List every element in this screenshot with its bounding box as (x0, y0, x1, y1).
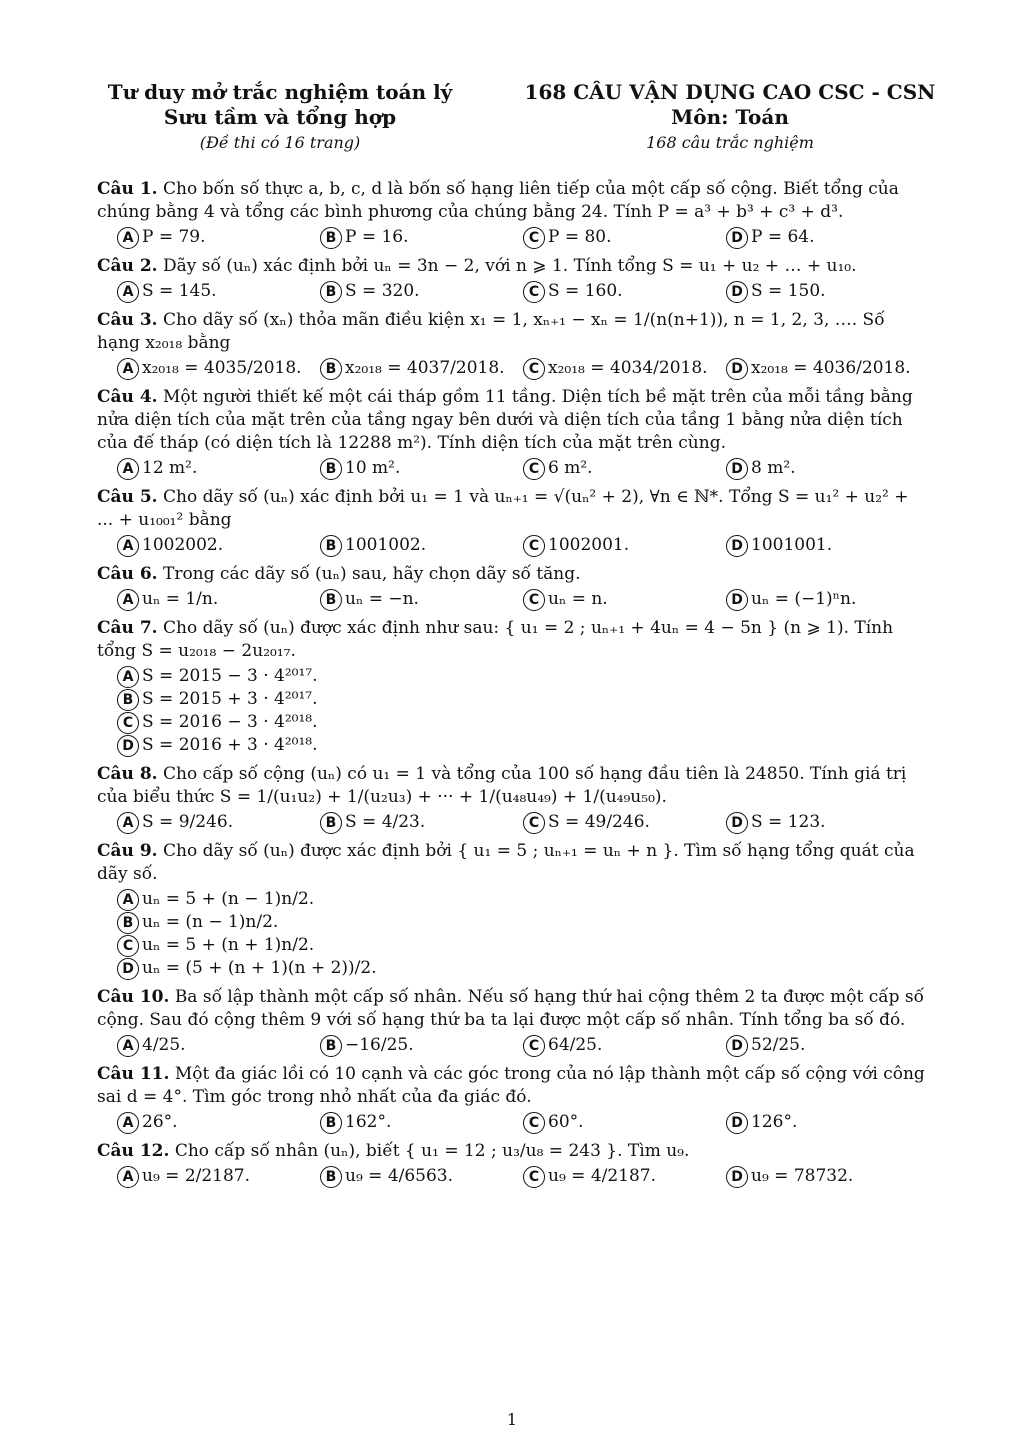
option-value: uₙ = (−1)ⁿn. (751, 589, 857, 609)
header-left-subtitle: Sưu tầm và tổng hợp (163, 105, 397, 129)
answer-option-d[interactable] (117, 734, 527, 757)
option-value: uₙ = n. (548, 589, 608, 609)
answer-options (97, 1111, 929, 1134)
option-value: 64/25. (548, 1035, 603, 1055)
header-right-subject: Môn: Toán (671, 105, 789, 129)
option-value: 26°. (142, 1112, 178, 1132)
option-value: u₉ = 4/2187. (548, 1166, 657, 1186)
option-letter: B (320, 1112, 342, 1134)
option-letter: B (320, 458, 342, 480)
answer-options (97, 811, 929, 834)
question-body: Một người thiết kế một cái tháp gồm 11 tầng. Diện tích bề mặt trên của mỗi tầng bằng nửa diện tích của mặt trên của tầng ngay bên dưới và diện tích của tầng 1 bằng nửa diện tích của đế tháp (có diện tích là 12288 m²). Tính diện tích của mặt trên cùng. (97, 387, 913, 453)
option-letter: B (320, 1035, 342, 1057)
answer-option-c[interactable] (523, 457, 726, 480)
question-text (97, 178, 929, 224)
option-letter: B (320, 535, 342, 557)
question-text (97, 1063, 929, 1109)
question-body: Cho cấp số nhân (uₙ), biết { u₁ = 12 ; u₃/u₈ = 243 }. Tìm u₉. (174, 1141, 690, 1161)
option-value: 6 m². (548, 458, 593, 478)
option-letter: D (117, 735, 139, 757)
question-body: Cho bốn số thực a, b, c, d là bốn số hạng liên tiếp của một cấp số cộng. Biết tổng của chúng bằng 4 và tổng các bình phương của chúng bằng 24. Tính P = a³ + b³ + c³ + d³. (97, 179, 899, 222)
option-letter: B (320, 358, 342, 380)
option-value: uₙ = −n. (345, 589, 419, 609)
option-letter: A (117, 227, 139, 249)
answer-option-b[interactable] (320, 357, 523, 380)
answer-option-b[interactable] (117, 688, 527, 711)
answer-option-b[interactable] (320, 280, 523, 303)
answer-option-a[interactable] (117, 457, 320, 480)
option-value: 1002002. (142, 535, 224, 555)
option-value: uₙ = 5 + (n + 1)n/2. (142, 935, 315, 955)
answer-option-d[interactable] (726, 1111, 929, 1134)
answer-option-a[interactable] (117, 888, 527, 911)
answer-option-d[interactable] (726, 534, 929, 557)
option-value: 60°. (548, 1112, 584, 1132)
question-body: Ba số lập thành một cấp số nhân. Nếu số hạng thứ hai cộng thêm 2 ta được một cấp số cộng. Sau đó cộng thêm 9 với số hạng thứ ba ta lại được một cấp số nhân. Tính tổng ba số đó. (97, 987, 925, 1030)
answer-option-d[interactable] (726, 811, 929, 834)
answer-option-a[interactable] (117, 811, 320, 834)
option-letter: C (117, 712, 139, 734)
option-value: S = 49/246. (548, 812, 650, 832)
question-10 (97, 986, 929, 1057)
question-label: Câu 6. (97, 564, 158, 584)
option-value: 4/25. (142, 1035, 186, 1055)
answer-option-d[interactable] (726, 1034, 929, 1057)
option-value: 52/25. (751, 1035, 806, 1055)
header-right-title: 168 CÂU VẬN DỤNG CAO CSC - CSN (524, 80, 936, 104)
option-value: x₂₀₁₈ = 4034/2018. (548, 358, 708, 378)
header-left-title: Tư duy mở trắc nghiệm toán lý (107, 80, 453, 104)
option-letter: B (320, 812, 342, 834)
question-body: Trong các dãy số (uₙ) sau, hãy chọn dãy số tăng. (162, 564, 581, 584)
option-value: uₙ = 1/n. (142, 589, 219, 609)
question-11 (97, 1063, 929, 1134)
option-letter: A (117, 812, 139, 834)
option-value: 10 m². (345, 458, 401, 478)
question-text (97, 617, 929, 663)
question-12 (97, 1140, 929, 1188)
option-letter: D (726, 535, 748, 557)
header-left-note: (Đề thi có 16 trang) (199, 133, 361, 152)
answer-options (97, 534, 929, 557)
option-letter: D (117, 958, 139, 980)
option-letter: D (726, 812, 748, 834)
option-value: u₉ = 2/2187. (142, 1166, 251, 1186)
answer-option-b[interactable] (320, 534, 523, 557)
answer-option-c[interactable] (523, 226, 726, 249)
question-label: Câu 8. (97, 764, 158, 784)
option-letter: A (117, 535, 139, 557)
answer-option-a[interactable] (117, 1034, 320, 1057)
answer-option-a[interactable] (117, 1165, 320, 1188)
question-9 (97, 840, 929, 980)
option-letter: C (523, 812, 545, 834)
question-text (97, 309, 929, 355)
question-body: Cho cấp số cộng (uₙ) có u₁ = 1 và tổng của 100 số hạng đầu tiên là 24850. Tính giá trị của biểu thức S = 1/(u₁u₂) + 1/(u₂u₃) + ··· + 1/(u₄₈u₄₉) + 1/(u₄₉u₅₀). (97, 764, 907, 807)
option-value: 8 m². (751, 458, 796, 478)
question-text (97, 1140, 929, 1163)
option-letter: C (523, 535, 545, 557)
answer-option-c[interactable] (523, 1165, 726, 1188)
question-5 (97, 486, 929, 557)
option-letter: A (117, 358, 139, 380)
option-value: P = 80. (548, 227, 612, 247)
option-letter: B (117, 912, 139, 934)
option-value: uₙ = (n − 1)n/2. (142, 912, 279, 932)
question-text (97, 386, 929, 455)
option-value: S = 2015 − 3 · 4²⁰¹⁷. (142, 666, 318, 686)
option-letter: D (726, 358, 748, 380)
answer-options (97, 888, 929, 980)
option-value: S = 123. (751, 812, 826, 832)
answer-option-c[interactable] (117, 934, 527, 957)
answer-option-c[interactable] (523, 357, 726, 380)
option-letter: D (726, 1166, 748, 1188)
question-label: Câu 7. (97, 618, 158, 638)
option-value: P = 64. (751, 227, 815, 247)
question-8 (97, 763, 929, 834)
answer-option-c[interactable] (523, 280, 726, 303)
answer-option-c[interactable] (523, 811, 726, 834)
option-letter: A (117, 281, 139, 303)
question-label: Câu 2. (97, 256, 158, 276)
answer-option-b[interactable] (320, 1034, 523, 1057)
answer-options (97, 1034, 929, 1057)
option-letter: D (726, 1112, 748, 1134)
question-label: Câu 4. (97, 387, 158, 407)
option-value: 1001001. (751, 535, 833, 555)
option-letter: A (117, 589, 139, 611)
answer-option-d[interactable] (726, 280, 929, 303)
option-letter: D (726, 1035, 748, 1057)
question-body: Cho dãy số (xₙ) thỏa mãn điều kiện x₁ = 1, xₙ₊₁ − xₙ = 1/(n(n+1)), n = 1, 2, 3, …. Số hạng x₂₀₁₈ bằng (97, 310, 885, 353)
option-value: u₉ = 4/6563. (345, 1166, 454, 1186)
option-letter: C (523, 589, 545, 611)
question-7 (97, 617, 929, 757)
question-body: Một đa giác lồi có 10 cạnh và các góc trong của nó lập thành một cấp số cộng với công sai d = 4°. Tìm góc trong nhỏ nhất của đa giác đó. (97, 1064, 925, 1107)
option-letter: C (523, 1112, 545, 1134)
option-letter: C (523, 1035, 545, 1057)
question-3 (97, 309, 929, 380)
answer-option-b[interactable] (320, 226, 523, 249)
page-header (60, 80, 964, 160)
option-letter: D (726, 589, 748, 611)
answer-option-c[interactable] (117, 711, 527, 734)
option-value: 126°. (751, 1112, 798, 1132)
question-body: Cho dãy số (uₙ) được xác định như sau: { u₁ = 2 ; uₙ₊₁ + 4uₙ = 4 − 5n } (n ⩾ 1). Tính tổng S = u₂₀₁₈ − 2u₂₀₁₇. (97, 618, 894, 661)
question-body: Cho dãy số (uₙ) được xác định bởi { u₁ = 5 ; uₙ₊₁ = uₙ + n }. Tìm số hạng tổng quát của dãy số. (97, 841, 915, 884)
answer-option-d[interactable] (726, 357, 929, 380)
question-label: Câu 10. (97, 987, 170, 1007)
answer-option-a[interactable] (117, 588, 320, 611)
question-text (97, 563, 929, 586)
question-body: Dãy số (uₙ) xác định bởi uₙ = 3n − 2, với n ⩾ 1. Tính tổng S = u₁ + u₂ + … + u₁₀. (162, 256, 857, 276)
option-value: uₙ = 5 + (n − 1)n/2. (142, 889, 315, 909)
question-text (97, 986, 929, 1032)
option-value: S = 150. (751, 281, 826, 301)
option-value: 162°. (345, 1112, 392, 1132)
question-4 (97, 386, 929, 480)
answer-option-a[interactable] (117, 534, 320, 557)
question-label: Câu 12. (97, 1141, 170, 1161)
option-value: S = 145. (142, 281, 217, 301)
question-text (97, 486, 929, 532)
option-letter: A (117, 889, 139, 911)
question-list (97, 178, 929, 1194)
option-value: S = 4/23. (345, 812, 426, 832)
option-value: x₂₀₁₈ = 4036/2018. (751, 358, 911, 378)
option-letter: A (117, 666, 139, 688)
question-text (97, 763, 929, 809)
question-6 (97, 563, 929, 611)
answer-option-a[interactable] (117, 226, 320, 249)
option-value: 12 m². (142, 458, 198, 478)
option-letter: A (117, 1166, 139, 1188)
option-letter: A (117, 1112, 139, 1134)
option-value: P = 16. (345, 227, 409, 247)
option-value: 1002001. (548, 535, 630, 555)
option-letter: C (523, 458, 545, 480)
answer-option-b[interactable] (320, 1165, 523, 1188)
option-letter: B (320, 1166, 342, 1188)
option-letter: C (117, 935, 139, 957)
question-1 (97, 178, 929, 249)
answer-option-d[interactable] (726, 1165, 929, 1188)
answer-option-a[interactable] (117, 280, 320, 303)
question-text (97, 255, 929, 278)
question-label: Câu 11. (97, 1064, 170, 1084)
answer-option-c[interactable] (523, 534, 726, 557)
option-value: 1001002. (345, 535, 427, 555)
option-letter: D (726, 227, 748, 249)
answer-options (97, 588, 929, 611)
option-value: uₙ = (5 + (n + 1)(n + 2))/2. (142, 958, 377, 978)
question-2 (97, 255, 929, 303)
option-value: x₂₀₁₈ = 4035/2018. (142, 358, 302, 378)
option-value: S = 9/246. (142, 812, 234, 832)
answer-options (97, 665, 929, 757)
option-letter: C (523, 358, 545, 380)
option-value: S = 320. (345, 281, 420, 301)
option-value: S = 160. (548, 281, 623, 301)
option-letter: A (117, 458, 139, 480)
answer-options (97, 357, 929, 380)
answer-option-b[interactable] (320, 457, 523, 480)
answer-option-d[interactable] (117, 957, 527, 980)
answer-option-c[interactable] (523, 588, 726, 611)
option-letter: B (320, 227, 342, 249)
option-letter: C (523, 281, 545, 303)
answer-option-d[interactable] (726, 457, 929, 480)
option-letter: B (320, 281, 342, 303)
answer-option-a[interactable] (117, 357, 320, 380)
header-left (80, 80, 480, 155)
header-right (490, 80, 970, 155)
option-value: u₉ = 78732. (751, 1166, 854, 1186)
question-text (97, 840, 929, 886)
answer-option-b[interactable] (320, 811, 523, 834)
header-right-note: 168 câu trắc nghiệm (646, 133, 814, 152)
answer-option-d[interactable] (726, 588, 929, 611)
answer-option-b[interactable] (320, 588, 523, 611)
question-label: Câu 9. (97, 841, 158, 861)
answer-options (97, 1165, 929, 1188)
answer-options (97, 457, 929, 480)
option-letter: C (523, 1166, 545, 1188)
option-letter: D (726, 458, 748, 480)
answer-option-d[interactable] (726, 226, 929, 249)
question-label: Câu 3. (97, 310, 158, 330)
option-letter: B (117, 689, 139, 711)
answer-option-c[interactable] (523, 1111, 726, 1134)
option-letter: B (320, 589, 342, 611)
option-letter: A (117, 1035, 139, 1057)
option-letter: D (726, 281, 748, 303)
answer-option-a[interactable] (117, 665, 527, 688)
answer-option-a[interactable] (117, 1111, 320, 1134)
option-value: P = 79. (142, 227, 206, 247)
option-letter: C (523, 227, 545, 249)
question-body: Cho dãy số (uₙ) xác định bởi u₁ = 1 và uₙ₊₁ = √(uₙ² + 2), ∀n ∈ ℕ*. Tổng S = u₁² + u₂² + ... + u₁₀₀₁² bằng (97, 487, 909, 530)
answer-option-b[interactable] (117, 911, 527, 934)
answer-option-b[interactable] (320, 1111, 523, 1134)
question-label: Câu 5. (97, 487, 158, 507)
option-value: −16/25. (345, 1035, 414, 1055)
option-value: S = 2015 + 3 · 4²⁰¹⁷. (142, 689, 318, 709)
answer-options (97, 226, 929, 249)
answer-options (97, 280, 929, 303)
option-value: x₂₀₁₈ = 4037/2018. (345, 358, 505, 378)
question-label: Câu 1. (97, 179, 158, 199)
option-value: S = 2016 − 3 · 4²⁰¹⁸. (142, 712, 318, 732)
answer-option-c[interactable] (523, 1034, 726, 1057)
page-number: 1 (506, 1410, 518, 1429)
option-value: S = 2016 + 3 · 4²⁰¹⁸. (142, 735, 318, 755)
